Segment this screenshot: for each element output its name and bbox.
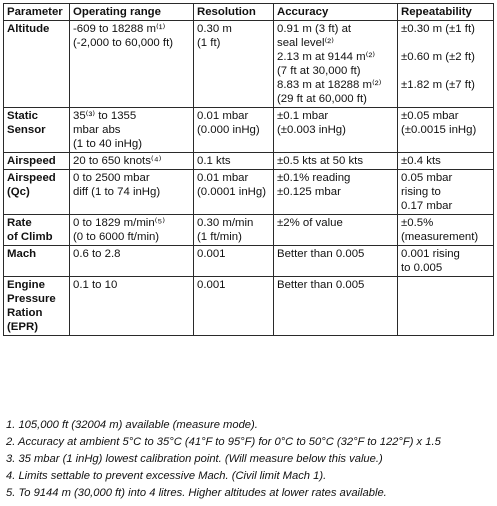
footnote: 1. 105,000 ft (32004 m) available (measure mode). xyxy=(6,419,258,431)
parameter-cell: Mach xyxy=(4,246,70,277)
repeatability-cell: 0.05 mbar rising to 0.17 mbar xyxy=(398,170,494,215)
repeatability-cell: 0.001 rising to 0.005 xyxy=(398,246,494,277)
resolution-cell: 0.001 xyxy=(194,277,274,336)
range-cell: 0 to 1829 m/min⁽⁵⁾ (0 to 6000 ft/min) xyxy=(70,215,194,246)
header-parameter: Parameter xyxy=(4,4,70,21)
resolution-cell: 0.1 kts xyxy=(194,153,274,170)
range-cell: 35⁽³⁾ to 1355 mbar abs (1 to 40 inHg) xyxy=(70,108,194,153)
parameter-name: Altitude xyxy=(7,23,50,35)
range-cell: 0 to 2500 mbar diff (1 to 74 inHg) xyxy=(70,170,194,215)
footnote: 2. Accuracy at ambient 5°C to 35°C (41°F to 95°F) for 0°C to 50°C (32°F to 122°F) x 1.5 xyxy=(6,436,441,448)
repeatability-cell xyxy=(398,277,494,336)
footnote: 4. Limits settable to prevent excessive Mach. (Civil limit Mach 1). xyxy=(6,470,327,482)
table-row xyxy=(4,21,494,108)
range-cell: 20 to 650 knots⁽⁴⁾ xyxy=(70,153,194,170)
table-row xyxy=(4,153,494,170)
resolution-cell: 0.30 m/min (1 ft/min) xyxy=(194,215,274,246)
range-cell: -609 to 18288 m⁽¹⁾ (-2,000 to 60,000 ft) xyxy=(70,21,194,108)
accuracy-cell: ±0.5 kts at 50 kts xyxy=(274,153,398,170)
table-row xyxy=(4,108,494,153)
accuracy-cell: Better than 0.005 xyxy=(274,246,398,277)
header-row xyxy=(4,4,494,21)
parameter-cell: Engine Pressure Ration (EPR) xyxy=(4,277,70,336)
footnote: 5. To 9144 m (30,000 ft) into 4 litres. Higher altitudes at lower rates available. xyxy=(6,487,387,499)
accuracy-cell: Better than 0.005 xyxy=(274,277,398,336)
accuracy-cell: ±0.1% reading ±0.125 mbar xyxy=(274,170,398,215)
resolution-cell: 0.01 mbar (0.000 inHg) xyxy=(194,108,274,153)
parameter-cell xyxy=(4,21,70,108)
range-cell: 0.1 to 10 xyxy=(70,277,194,336)
table-row xyxy=(4,277,494,336)
parameter-cell: Rate of Climb xyxy=(4,215,70,246)
parameter-cell: Airspeed (Qc) xyxy=(4,170,70,215)
table-row xyxy=(4,246,494,277)
repeatability-cell: ±0.4 kts xyxy=(398,153,494,170)
footnote: 3. 35 mbar (1 inHg) lowest calibration point. (Will measure below this value.) xyxy=(6,453,383,465)
header-resolution: Resolution xyxy=(194,4,274,21)
header-operating-range: Operating range xyxy=(70,4,194,21)
footnotes xyxy=(6,417,494,502)
resolution-cell: 0.30 m (1 ft) xyxy=(194,21,274,108)
spec-table xyxy=(3,3,494,336)
parameter-cell: Airspeed xyxy=(4,153,70,170)
accuracy-cell: ±0.1 mbar (±0.003 inHg) xyxy=(274,108,398,153)
table-row xyxy=(4,215,494,246)
repeatability-cell: ±0.5% (measurement) xyxy=(398,215,494,246)
accuracy-cell: ±2% of value xyxy=(274,215,398,246)
parameter-cell: Static Sensor xyxy=(4,108,70,153)
repeatability-cell: ±0.05 mbar (±0.0015 inHg) xyxy=(398,108,494,153)
accuracy-cell: 0.91 m (3 ft) at seal level⁽²⁾ 2.13 m at 9144 m⁽²⁾ (7 ft at 30,000 ft) 8.83 m at 18288 m⁽²⁾ (29 ft at 60,000 ft) xyxy=(274,21,398,108)
header-accuracy: Accuracy xyxy=(274,4,398,21)
range-cell: 0.6 to 2.8 xyxy=(70,246,194,277)
repeatability-cell: ±0.30 m (±1 ft) ±0.60 m (±2 ft) ±1.82 m (±7 ft) xyxy=(398,21,494,108)
resolution-cell: 0.01 mbar (0.0001 inHg) xyxy=(194,170,274,215)
resolution-cell: 0.001 xyxy=(194,246,274,277)
table-row xyxy=(4,170,494,215)
header-repeatability: Repeatability xyxy=(398,4,494,21)
